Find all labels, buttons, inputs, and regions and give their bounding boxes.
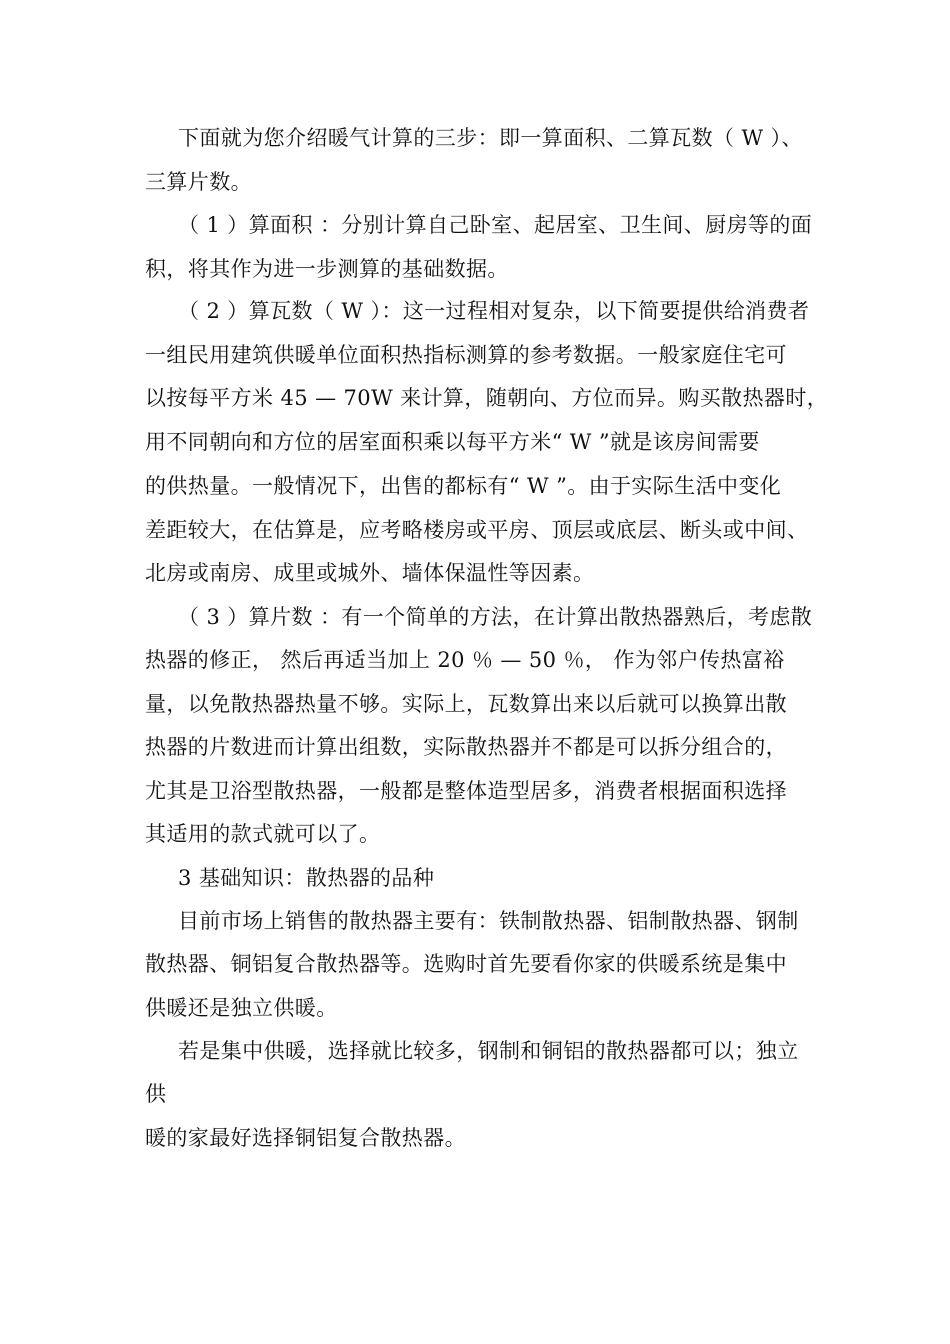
paragraph-line: （ 2 ）算瓦数（ W ）：这一过程相对复杂，以下简要提供给消费者	[178, 299, 810, 323]
paragraph-line: 三算片数。	[145, 170, 252, 194]
paragraph-line: 供	[145, 1082, 167, 1106]
paragraph-line: 目前市场上销售的散热器主要有：铁制散热器、铝制散热器、钢制	[178, 909, 799, 933]
paragraph-line: 若是集中供暖，选择就比较多，钢制和铜铝的散热器都可以；独立	[178, 1039, 799, 1063]
paragraph-line: 散热器、铜铝复合散热器等。选购时首先要看你家的供暖系统是集中	[145, 952, 787, 976]
paragraph-line: 暖的家最好选择铜铝复合散热器。	[145, 1126, 466, 1150]
paragraph-line: 以按每平方米 45 — 70W 来计算，随朝向、方位而异。购买散热器时，	[145, 386, 829, 410]
paragraph-line: 尤其是卫浴型散热器，一般都是整体造型居多，消费者根据面积选择	[145, 779, 787, 803]
paragraph-line: 积，将其作为进一步测算的基础数据。	[145, 257, 509, 281]
paragraph-line: （ 3 ）算片数 ：有一个简单的方法，在计算出散热器熟后，考虑散	[178, 605, 813, 629]
paragraph-line: （ 1 ）算面积 ：分别计算自己卧室、起居室、卫生间、厨房等的面	[178, 213, 813, 237]
section-heading: 3 基础知识：散热器的品种	[178, 866, 435, 890]
paragraph-line: 北房或南房、成里或城外、墙体保温性等因素。	[145, 561, 595, 585]
paragraph-line: 下面就为您介绍暖气计算的三步：即一算面积、二算瓦数（ W ）、	[178, 126, 803, 150]
paragraph-line: 用不同朝向和方位的居室面积乘以每平方米“ W ”就是该房间需要	[145, 430, 760, 454]
paragraph-line: 供暖还是独立供暖。	[145, 996, 338, 1020]
paragraph-line: 热器的片数进而计算出组数，实际散热器并不都是可以拆分组合的，	[145, 735, 787, 759]
paragraph-line: 其适用的款式就可以了。	[145, 822, 381, 846]
paragraph-line: 的供热量。一般情况下，出售的都标有“ W ”。由于实际生活中变化	[145, 474, 782, 498]
paragraph-line: 热器的修正， 然后再适当加上 20 ％ — 50 ％， 作为邻户传热富裕	[145, 648, 785, 672]
paragraph-line: 量，以免散热器热量不够。实际上，瓦数算出来以后就可以换算出散	[145, 692, 787, 716]
paragraph-line: 差距较大，在估算是，应考略楼房或平房、顶层或底层、断头或中间、	[145, 518, 809, 542]
paragraph-line: 一组民用建筑供暖单位面积热指标测算的参考数据。一般家庭住宅可	[145, 343, 787, 367]
